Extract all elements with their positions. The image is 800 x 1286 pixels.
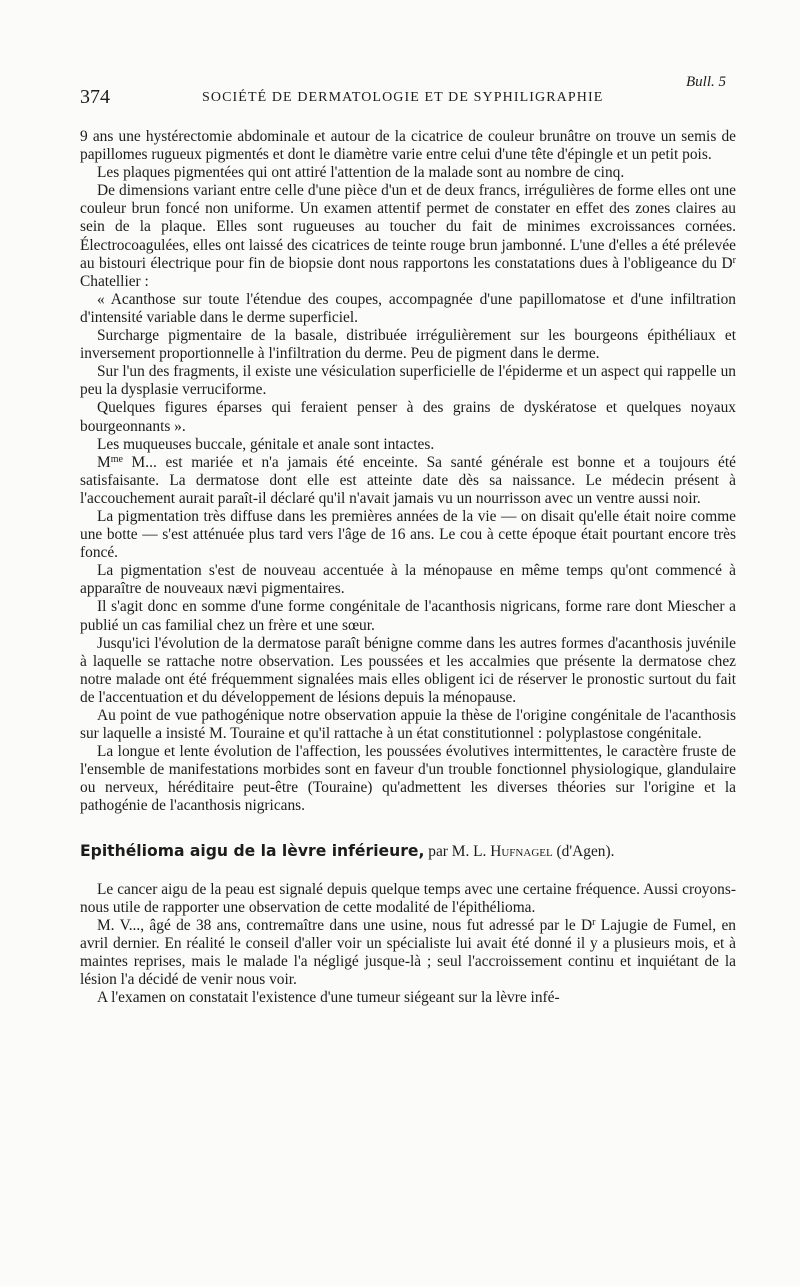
section-title: Epithélioma aigu de la lèvre inférieure, (80, 841, 425, 860)
paragraph (80, 917, 736, 989)
running-title: SOCIÉTÉ DE DERMATOLOGIE ET DE SYPHILIGRAPHIE (202, 90, 604, 105)
paragraph-text: M (97, 453, 111, 471)
paragraph-text: Lajugie de Fumel, en avril dernier. En réalité le conseil d'aller voir un spécialiste lui avait été donné il y a plusieurs mois, et à maintes reprises, mais le malade l'a négligé jusque-là ; seul l'accroissement continu et inquiétant de la lésion l'a décidé de venir nous voir. (80, 916, 736, 989)
paragraph (80, 182, 736, 291)
paragraph: Le cancer aigu de la peau est signalé depuis quelque temps avec une certaine fréquence. Aussi croyons-nous utile de rapporter une observation de cette modalité de l'épithélioma. (80, 880, 736, 916)
superscript: r (732, 254, 736, 266)
paragraph (80, 454, 736, 508)
paragraph-text: M. V..., âgé de 38 ans, contremaître dans une usine, nous fut adressé par le D (97, 916, 593, 934)
author-name: Hufnagel (490, 842, 553, 860)
section-heading (80, 842, 736, 861)
paragraph: Sur l'un des fragments, il existe une vésiculation superficielle de l'épiderme et un aspect qui rappelle un peu la dysplasie verruciforme. (80, 363, 736, 399)
paragraph: La pigmentation très diffuse dans les premières années de la vie — on disait qu'elle était noire comme une botte — s'est atténuée plus tard vers l'âge de 16 ans. Le cou à cette époque était pourtant encore très foncé. (80, 507, 736, 562)
paragraph-text: M... est mariée et n'a jamais été enceinte. Sa santé générale est bonne et a toujours été satisfaisante. La dermatose dont elle est atteinte date dès sa naissance. Le médecin présent à l'accouchement aurait paraît-il déclaré qu'il n'avait jamais vu un nourrisson avec un ventre aussi noir. (80, 453, 736, 507)
byline-prefix: par M. L. (424, 842, 491, 860)
body-text (80, 128, 736, 1007)
paragraph-text: Chatellier : (80, 272, 149, 290)
byline-suffix: (d'Agen). (552, 842, 615, 860)
paragraph: Au point de vue pathogénique notre observation appuie la thèse de l'origine congénitale de l'acanthosis sur laquelle a insisté M. Touraine et qu'il rattache à un état constitutionnel : polyplastose congénitale. (80, 707, 736, 743)
paragraph: La pigmentation s'est de nouveau accentuée à la ménopause en même temps qu'ont commencé à apparaître de nouveaux nævi pigmentaires. (80, 562, 736, 598)
superscript: me (110, 453, 123, 465)
paragraph: La longue et lente évolution de l'affection, les poussées évolutives intermittentes, le caractère fruste de l'ensemble de manifestations morbides sont en faveur d'un trouble fonctionnel physiologique, glandulaire ou nerveux, héréditaire peut-être (Touraine) qu'admettent les diverses théories sur l'origine et la pathogénie de l'acanthosis nigricans. (80, 743, 736, 815)
superscript: r (592, 916, 596, 928)
paragraph: « Acanthose sur toute l'étendue des coupes, accompagnée d'une papillomatose et d'une infiltration d'intensité variable dans le derme superficiel. (80, 290, 736, 326)
margin-note: Bull. 5 (686, 74, 726, 90)
paragraph: 9 ans une hystérectomie abdominale et autour de la cicatrice de couleur brunâtre on trouve un semis de papillomes rugueux pigmentés et dont le diamètre varie entre celui d'une tête d'épingle et un petit pois. (80, 128, 736, 164)
page-header (80, 86, 740, 112)
paragraph: Jusqu'ici l'évolution de la dermatose paraît bénigne comme dans les autres formes d'acanthosis juvénile à laquelle se rattache notre observation. Les poussées et les accalmies que présente la dermatose chez notre malade ont été fréquemment signalées mais elles obligent ici de réserver le pronostic surtout du fait de l'accentuation et du développement de lésions depuis la ménopause. (80, 634, 736, 706)
paragraph: Surcharge pigmentaire de la basale, distribuée irrégulièrement sur les bourgeons épithéliaux et inversement proportionnelle à l'infiltration du derme. Peu de pigment dans le derme. (80, 327, 736, 363)
page-number: 374 (80, 86, 110, 108)
paragraph: A l'examen on constatait l'existence d'une tumeur siégeant sur la lèvre infé- (97, 989, 560, 1007)
paragraph: Les plaques pigmentées qui ont attiré l'attention de la malade sont au nombre de cinq. (97, 164, 625, 182)
paragraph: Il s'agit donc en somme d'une forme congénitale de l'acanthosis nigricans, forme rare dont Miescher a publié un cas familial chez un frère et une sœur. (80, 598, 736, 634)
paragraph: Les muqueuses buccale, génitale et anale sont intactes. (97, 435, 435, 453)
paragraph: Quelques figures éparses qui feraient penser à des grains de dyskératose et quelques noyaux bourgeonnants ». (80, 399, 736, 435)
paragraph-text: De dimensions variant entre celle d'une pièce d'un et de deux francs, irrégulières de forme elles ont une couleur brun foncé non uniforme. Un examen attentif permet de constater en effet des zones claires au sein de la plaque. Elles sont rugueuses au toucher du fait de minimes excroissances cornées. Électrocoagulées, elles ont laissé des cicatrices de teinte rouge brun jambonné. L'une d'elles a été prélevée au bistouri électrique pour fin de biopsie dont nous rapportons les constatations dues à l'obligeance du D (80, 182, 736, 272)
